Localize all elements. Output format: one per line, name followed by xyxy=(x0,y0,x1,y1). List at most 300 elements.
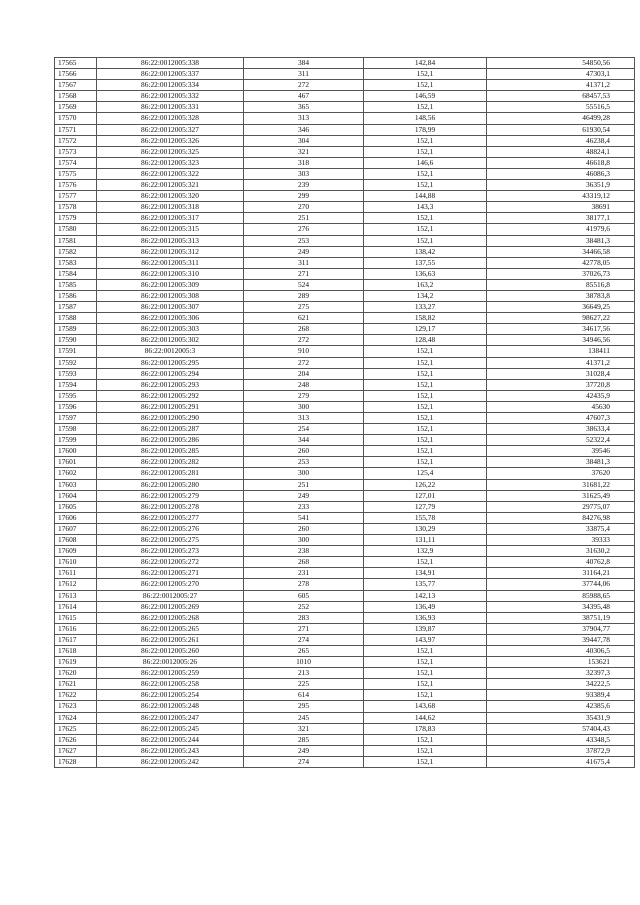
total-price-cell: 38783,8 xyxy=(487,290,635,301)
total-price-cell: 33875,4 xyxy=(487,523,635,534)
total-price-cell: 37620 xyxy=(487,468,635,479)
row-number-cell: 17569 xyxy=(55,102,97,113)
table-row xyxy=(55,335,635,346)
unit-price-cell: 143,3 xyxy=(364,202,487,213)
row-number-cell: 17626 xyxy=(55,734,97,745)
cadastral-number-cell: 86:22:0012005:327 xyxy=(97,124,244,135)
table-row xyxy=(55,346,635,357)
total-price-cell: 31681,22 xyxy=(487,479,635,490)
table-row xyxy=(55,102,635,113)
table-row xyxy=(55,723,635,734)
unit-price-cell: 158,82 xyxy=(364,313,487,324)
area-cell: 524 xyxy=(244,279,364,290)
cadastral-number-cell: 86:22:0012005:285 xyxy=(97,446,244,457)
area-cell: 318 xyxy=(244,157,364,168)
unit-price-cell: 125,4 xyxy=(364,468,487,479)
unit-price-cell: 133,27 xyxy=(364,302,487,313)
unit-price-cell: 152,1 xyxy=(364,146,487,157)
table-row xyxy=(55,290,635,301)
row-number-cell: 17586 xyxy=(55,290,97,301)
table-row xyxy=(55,668,635,679)
row-number-cell: 17595 xyxy=(55,390,97,401)
cadastral-number-cell: 86:22:0012005:307 xyxy=(97,302,244,313)
cadastral-number-cell: 86:22:0012005:295 xyxy=(97,357,244,368)
table-row xyxy=(55,124,635,135)
table-row xyxy=(55,590,635,601)
total-price-cell: 93389,4 xyxy=(487,690,635,701)
table-row xyxy=(55,734,635,745)
area-cell: 225 xyxy=(244,679,364,690)
area-cell: 313 xyxy=(244,113,364,124)
total-price-cell: 138411 xyxy=(487,346,635,357)
row-number-cell: 17620 xyxy=(55,668,97,679)
total-price-cell: 38633,4 xyxy=(487,424,635,435)
row-number-cell: 17617 xyxy=(55,634,97,645)
row-number-cell: 17605 xyxy=(55,501,97,512)
row-number-cell: 17583 xyxy=(55,257,97,268)
row-number-cell: 17628 xyxy=(55,756,97,767)
total-price-cell: 38177,1 xyxy=(487,213,635,224)
table-row xyxy=(55,279,635,290)
unit-price-cell: 127,01 xyxy=(364,490,487,501)
area-cell: 614 xyxy=(244,690,364,701)
cadastral-number-cell: 86:22:0012005:268 xyxy=(97,612,244,623)
cadastral-number-cell: 86:22:0012005:328 xyxy=(97,113,244,124)
cadastral-number-cell: 86:22:0012005:282 xyxy=(97,457,244,468)
cadastral-number-cell: 86:22:0012005:310 xyxy=(97,268,244,279)
table-row xyxy=(55,302,635,313)
table-row xyxy=(55,202,635,213)
total-price-cell: 39333 xyxy=(487,535,635,546)
row-number-cell: 17615 xyxy=(55,612,97,623)
table-row xyxy=(55,191,635,202)
total-price-cell: 34617,56 xyxy=(487,324,635,335)
area-cell: 321 xyxy=(244,146,364,157)
row-number-cell: 17627 xyxy=(55,745,97,756)
unit-price-cell: 152,1 xyxy=(364,734,487,745)
area-cell: 605 xyxy=(244,590,364,601)
total-price-cell: 84276,98 xyxy=(487,512,635,523)
cadastral-number-cell: 86:22:0012005:322 xyxy=(97,168,244,179)
unit-price-cell: 155,78 xyxy=(364,512,487,523)
unit-price-cell: 146,6 xyxy=(364,157,487,168)
cadastral-number-cell: 86:22:0012005:315 xyxy=(97,224,244,235)
table-row xyxy=(55,246,635,257)
area-cell: 253 xyxy=(244,235,364,246)
area-cell: 274 xyxy=(244,634,364,645)
table-row xyxy=(55,490,635,501)
table-row xyxy=(55,446,635,457)
row-number-cell: 17604 xyxy=(55,490,97,501)
table-row xyxy=(55,501,635,512)
total-price-cell: 57404,43 xyxy=(487,723,635,734)
unit-price-cell: 152,1 xyxy=(364,657,487,668)
unit-price-cell: 152,1 xyxy=(364,168,487,179)
cadastral-number-cell: 86:22:0012005:326 xyxy=(97,135,244,146)
unit-price-cell: 152,1 xyxy=(364,80,487,91)
table-row xyxy=(55,634,635,645)
area-cell: 271 xyxy=(244,623,364,634)
unit-price-cell: 143,97 xyxy=(364,634,487,645)
row-number-cell: 17575 xyxy=(55,168,97,179)
table-row xyxy=(55,324,635,335)
unit-price-cell: 152,1 xyxy=(364,435,487,446)
unit-price-cell: 129,17 xyxy=(364,324,487,335)
total-price-cell: 38481,3 xyxy=(487,457,635,468)
table-row xyxy=(55,157,635,168)
area-cell: 272 xyxy=(244,357,364,368)
unit-price-cell: 152,1 xyxy=(364,346,487,357)
table-row xyxy=(55,69,635,80)
row-number-cell: 17574 xyxy=(55,157,97,168)
total-price-cell: 31630,2 xyxy=(487,546,635,557)
total-price-cell: 39546 xyxy=(487,446,635,457)
row-number-cell: 17571 xyxy=(55,124,97,135)
total-price-cell: 61930,54 xyxy=(487,124,635,135)
cadastral-number-cell: 86:22:0012005:320 xyxy=(97,191,244,202)
row-number-cell: 17570 xyxy=(55,113,97,124)
cadastral-number-cell: 86:22:0012005:323 xyxy=(97,157,244,168)
table-row xyxy=(55,712,635,723)
table-row xyxy=(55,357,635,368)
total-price-cell: 42778,05 xyxy=(487,257,635,268)
area-cell: 621 xyxy=(244,313,364,324)
cadastral-number-cell: 86:22:0012005:312 xyxy=(97,246,244,257)
area-cell: 272 xyxy=(244,80,364,91)
data-table xyxy=(54,57,635,768)
area-cell: 311 xyxy=(244,257,364,268)
row-number-cell: 17596 xyxy=(55,401,97,412)
row-number-cell: 17598 xyxy=(55,424,97,435)
row-number-cell: 17611 xyxy=(55,568,97,579)
total-price-cell: 34946,56 xyxy=(487,335,635,346)
total-price-cell: 85988,65 xyxy=(487,590,635,601)
table-row xyxy=(55,180,635,191)
cadastral-number-cell: 86:22:0012005:287 xyxy=(97,424,244,435)
cadastral-number-cell: 86:22:0012005:242 xyxy=(97,756,244,767)
table-row xyxy=(55,535,635,546)
total-price-cell: 36649,25 xyxy=(487,302,635,313)
table-row xyxy=(55,135,635,146)
total-price-cell: 34466,58 xyxy=(487,246,635,257)
area-cell: 260 xyxy=(244,523,364,534)
area-cell: 204 xyxy=(244,368,364,379)
row-number-cell: 17599 xyxy=(55,435,97,446)
cadastral-number-cell: 86:22:0012005:294 xyxy=(97,368,244,379)
cadastral-number-cell: 86:22:0012005:308 xyxy=(97,290,244,301)
cadastral-number-cell: 86:22:0012005:286 xyxy=(97,435,244,446)
row-number-cell: 17612 xyxy=(55,579,97,590)
cadastral-number-cell: 86:22:0012005:259 xyxy=(97,668,244,679)
area-cell: 541 xyxy=(244,512,364,523)
cadastral-number-cell: 86:22:0012005:281 xyxy=(97,468,244,479)
row-number-cell: 17578 xyxy=(55,202,97,213)
unit-price-cell: 144,62 xyxy=(364,712,487,723)
table-row xyxy=(55,257,635,268)
table-row xyxy=(55,679,635,690)
cadastral-number-cell: 86:22:0012005:3 xyxy=(97,346,244,357)
cadastral-number-cell: 86:22:0012005:272 xyxy=(97,557,244,568)
unit-price-cell: 131,11 xyxy=(364,535,487,546)
table-row xyxy=(55,645,635,656)
area-cell: 249 xyxy=(244,246,364,257)
area-cell: 276 xyxy=(244,224,364,235)
row-number-cell: 17572 xyxy=(55,135,97,146)
table-row xyxy=(55,701,635,712)
total-price-cell: 31028,4 xyxy=(487,368,635,379)
cadastral-number-cell: 86:22:0012005:331 xyxy=(97,102,244,113)
area-cell: 289 xyxy=(244,290,364,301)
row-number-cell: 17591 xyxy=(55,346,97,357)
area-cell: 321 xyxy=(244,723,364,734)
unit-price-cell: 143,68 xyxy=(364,701,487,712)
total-price-cell: 46499,28 xyxy=(487,113,635,124)
area-cell: 213 xyxy=(244,668,364,679)
table-body xyxy=(55,58,635,768)
cadastral-number-cell: 86:22:0012005:270 xyxy=(97,579,244,590)
total-price-cell: 41979,6 xyxy=(487,224,635,235)
area-cell: 271 xyxy=(244,268,364,279)
total-price-cell: 153621 xyxy=(487,657,635,668)
cadastral-number-cell: 86:22:0012005:27 xyxy=(97,590,244,601)
area-cell: 346 xyxy=(244,124,364,135)
unit-price-cell: 144,88 xyxy=(364,191,487,202)
total-price-cell: 43319,12 xyxy=(487,191,635,202)
unit-price-cell: 178,99 xyxy=(364,124,487,135)
unit-price-cell: 152,1 xyxy=(364,357,487,368)
total-price-cell: 37026,73 xyxy=(487,268,635,279)
table-row xyxy=(55,568,635,579)
unit-price-cell: 178,83 xyxy=(364,723,487,734)
row-number-cell: 17587 xyxy=(55,302,97,313)
cadastral-number-cell: 86:22:0012005:265 xyxy=(97,623,244,634)
table-row xyxy=(55,80,635,91)
row-number-cell: 17625 xyxy=(55,723,97,734)
cadastral-number-cell: 86:22:0012005:258 xyxy=(97,679,244,690)
cadastral-number-cell: 86:22:0012005:293 xyxy=(97,379,244,390)
table-row xyxy=(55,479,635,490)
row-number-cell: 17619 xyxy=(55,657,97,668)
area-cell: 248 xyxy=(244,379,364,390)
total-price-cell: 32397,3 xyxy=(487,668,635,679)
unit-price-cell: 126,22 xyxy=(364,479,487,490)
cadastral-number-cell: 86:22:0012005:26 xyxy=(97,657,244,668)
unit-price-cell: 152,1 xyxy=(364,213,487,224)
total-price-cell: 38751,19 xyxy=(487,612,635,623)
table-row xyxy=(55,235,635,246)
row-number-cell: 17622 xyxy=(55,690,97,701)
table-row xyxy=(55,268,635,279)
area-cell: 467 xyxy=(244,91,364,102)
total-price-cell: 41371,2 xyxy=(487,80,635,91)
total-price-cell: 43348,5 xyxy=(487,734,635,745)
row-number-cell: 17568 xyxy=(55,91,97,102)
total-price-cell: 40762,8 xyxy=(487,557,635,568)
unit-price-cell: 142,84 xyxy=(364,58,487,69)
cadastral-number-cell: 86:22:0012005:306 xyxy=(97,313,244,324)
cadastral-number-cell: 86:22:0012005:261 xyxy=(97,634,244,645)
table-row xyxy=(55,91,635,102)
area-cell: 278 xyxy=(244,579,364,590)
total-price-cell: 37720,8 xyxy=(487,379,635,390)
total-price-cell: 46086,3 xyxy=(487,168,635,179)
row-number-cell: 17585 xyxy=(55,279,97,290)
table-row xyxy=(55,546,635,557)
table-row xyxy=(55,368,635,379)
area-cell: 365 xyxy=(244,102,364,113)
row-number-cell: 17602 xyxy=(55,468,97,479)
table-row xyxy=(55,457,635,468)
unit-price-cell: 152,1 xyxy=(364,645,487,656)
table-row xyxy=(55,657,635,668)
area-cell: 270 xyxy=(244,202,364,213)
cadastral-number-cell: 86:22:0012005:275 xyxy=(97,535,244,546)
table-row xyxy=(55,224,635,235)
unit-price-cell: 128,48 xyxy=(364,335,487,346)
cadastral-number-cell: 86:22:0012005:276 xyxy=(97,523,244,534)
row-number-cell: 17603 xyxy=(55,479,97,490)
unit-price-cell: 139,87 xyxy=(364,623,487,634)
cadastral-number-cell: 86:22:0012005:337 xyxy=(97,69,244,80)
total-price-cell: 29775,07 xyxy=(487,501,635,512)
unit-price-cell: 148,56 xyxy=(364,113,487,124)
table-row xyxy=(55,390,635,401)
row-number-cell: 17592 xyxy=(55,357,97,368)
cadastral-number-cell: 86:22:0012005:309 xyxy=(97,279,244,290)
unit-price-cell: 136,93 xyxy=(364,612,487,623)
table-row xyxy=(55,113,635,124)
unit-price-cell: 136,49 xyxy=(364,601,487,612)
cadastral-number-cell: 86:22:0012005:273 xyxy=(97,546,244,557)
area-cell: 274 xyxy=(244,756,364,767)
unit-price-cell: 152,1 xyxy=(364,69,487,80)
cadastral-number-cell: 86:22:0012005:302 xyxy=(97,335,244,346)
row-number-cell: 17580 xyxy=(55,224,97,235)
unit-price-cell: 152,1 xyxy=(364,413,487,424)
area-cell: 1010 xyxy=(244,657,364,668)
cadastral-number-cell: 86:22:0012005:334 xyxy=(97,80,244,91)
table-row xyxy=(55,623,635,634)
cadastral-number-cell: 86:22:0012005:248 xyxy=(97,701,244,712)
unit-price-cell: 152,1 xyxy=(364,180,487,191)
unit-price-cell: 136,63 xyxy=(364,268,487,279)
total-price-cell: 39447,78 xyxy=(487,634,635,645)
row-number-cell: 17588 xyxy=(55,313,97,324)
row-number-cell: 17613 xyxy=(55,590,97,601)
area-cell: 313 xyxy=(244,413,364,424)
cadastral-number-cell: 86:22:0012005:280 xyxy=(97,479,244,490)
cadastral-number-cell: 86:22:0012005:303 xyxy=(97,324,244,335)
total-price-cell: 85516,8 xyxy=(487,279,635,290)
total-price-cell: 36351,9 xyxy=(487,180,635,191)
cadastral-number-cell: 86:22:0012005:243 xyxy=(97,745,244,756)
unit-price-cell: 152,1 xyxy=(364,390,487,401)
table-row xyxy=(55,523,635,534)
unit-price-cell: 152,1 xyxy=(364,679,487,690)
total-price-cell: 38691 xyxy=(487,202,635,213)
cadastral-number-cell: 86:22:0012005:332 xyxy=(97,91,244,102)
unit-price-cell: 152,1 xyxy=(364,446,487,457)
table-row xyxy=(55,745,635,756)
unit-price-cell: 163,2 xyxy=(364,279,487,290)
row-number-cell: 17609 xyxy=(55,546,97,557)
row-number-cell: 17600 xyxy=(55,446,97,457)
area-cell: 239 xyxy=(244,180,364,191)
total-price-cell: 55516,5 xyxy=(487,102,635,113)
cadastral-number-cell: 86:22:0012005:269 xyxy=(97,601,244,612)
area-cell: 311 xyxy=(244,69,364,80)
total-price-cell: 47607,3 xyxy=(487,413,635,424)
total-price-cell: 31625,49 xyxy=(487,490,635,501)
total-price-cell: 46618,8 xyxy=(487,157,635,168)
area-cell: 253 xyxy=(244,457,364,468)
row-number-cell: 17621 xyxy=(55,679,97,690)
table-row xyxy=(55,213,635,224)
cadastral-number-cell: 86:22:0012005:278 xyxy=(97,501,244,512)
row-number-cell: 17576 xyxy=(55,180,97,191)
row-number-cell: 17610 xyxy=(55,557,97,568)
area-cell: 279 xyxy=(244,390,364,401)
unit-price-cell: 152,1 xyxy=(364,401,487,412)
area-cell: 251 xyxy=(244,479,364,490)
cadastral-number-cell: 86:22:0012005:290 xyxy=(97,413,244,424)
total-price-cell: 68457,53 xyxy=(487,91,635,102)
area-cell: 251 xyxy=(244,213,364,224)
row-number-cell: 17590 xyxy=(55,335,97,346)
cadastral-number-cell: 86:22:0012005:311 xyxy=(97,257,244,268)
unit-price-cell: 137,55 xyxy=(364,257,487,268)
area-cell: 300 xyxy=(244,535,364,546)
cadastral-number-cell: 86:22:0012005:325 xyxy=(97,146,244,157)
row-number-cell: 17607 xyxy=(55,523,97,534)
unit-price-cell: 152,1 xyxy=(364,224,487,235)
total-price-cell: 54850,56 xyxy=(487,58,635,69)
table-row xyxy=(55,413,635,424)
unit-price-cell: 135,77 xyxy=(364,579,487,590)
row-number-cell: 17597 xyxy=(55,413,97,424)
area-cell: 910 xyxy=(244,346,364,357)
unit-price-cell: 152,1 xyxy=(364,756,487,767)
cadastral-number-cell: 86:22:0012005:245 xyxy=(97,723,244,734)
unit-price-cell: 152,1 xyxy=(364,424,487,435)
table-row xyxy=(55,435,635,446)
area-cell: 344 xyxy=(244,435,364,446)
total-price-cell: 47303,1 xyxy=(487,69,635,80)
cadastral-number-cell: 86:22:0012005:321 xyxy=(97,180,244,191)
area-cell: 285 xyxy=(244,734,364,745)
unit-price-cell: 152,1 xyxy=(364,557,487,568)
row-number-cell: 17614 xyxy=(55,601,97,612)
area-cell: 265 xyxy=(244,645,364,656)
area-cell: 233 xyxy=(244,501,364,512)
row-number-cell: 17616 xyxy=(55,623,97,634)
cadastral-number-cell: 86:22:0012005:244 xyxy=(97,734,244,745)
total-price-cell: 40306,5 xyxy=(487,645,635,656)
unit-price-cell: 152,1 xyxy=(364,102,487,113)
row-number-cell: 17567 xyxy=(55,80,97,91)
cadastral-number-cell: 86:22:0012005:260 xyxy=(97,645,244,656)
cadastral-number-cell: 86:22:0012005:291 xyxy=(97,401,244,412)
area-cell: 238 xyxy=(244,546,364,557)
unit-price-cell: 134,91 xyxy=(364,568,487,579)
unit-price-cell: 152,1 xyxy=(364,135,487,146)
row-number-cell: 17624 xyxy=(55,712,97,723)
total-price-cell: 38481,3 xyxy=(487,235,635,246)
row-number-cell: 17584 xyxy=(55,268,97,279)
unit-price-cell: 127,79 xyxy=(364,501,487,512)
area-cell: 249 xyxy=(244,490,364,501)
area-cell: 384 xyxy=(244,58,364,69)
